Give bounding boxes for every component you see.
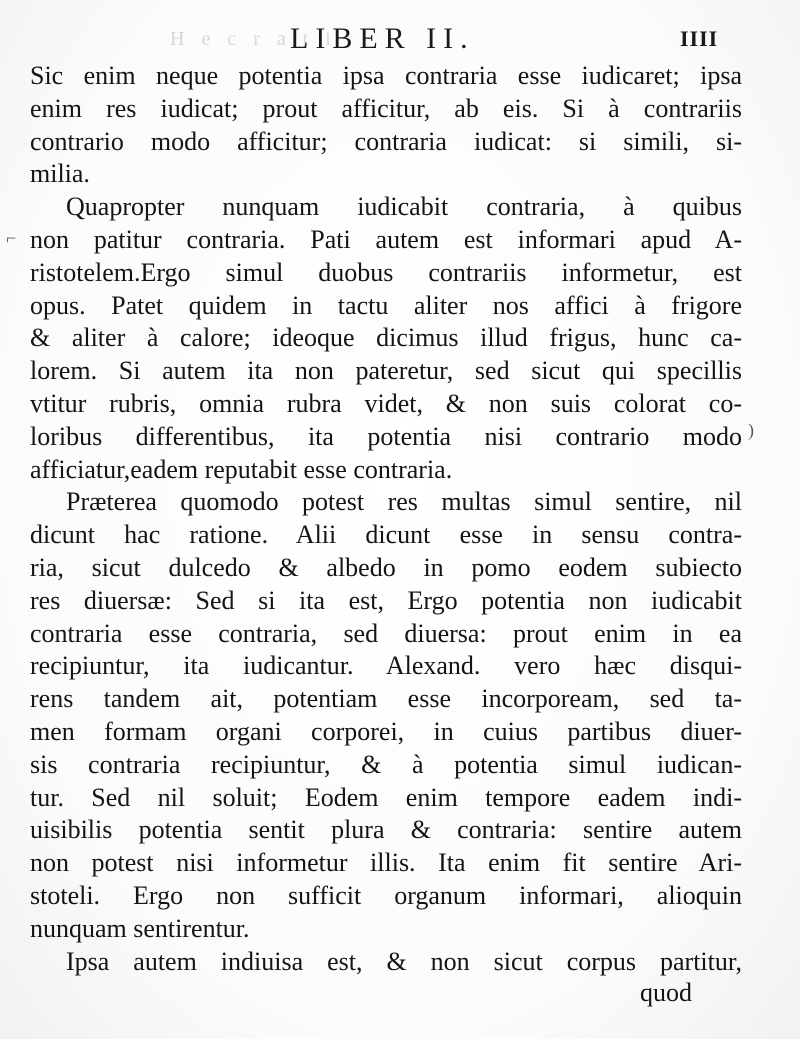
text-line: milia. — [30, 159, 90, 189]
text-line: opus. Patet quidem in tactu aliter nos affici à frigore — [30, 290, 742, 320]
text-line: loribus differentibus, ita potentia nisi contrario modo — [30, 421, 742, 451]
text-line: non potest nisi informetur illis. Ita enim fit sentire Ari- — [30, 848, 742, 878]
text-line: non patitur contraria. Pati autem est informari apud A- — [30, 224, 742, 254]
running-head: LIBER II. — [290, 22, 475, 55]
text-line: ristotelem.Ergo simul duobus contrariis informetur, est — [30, 257, 742, 287]
catchword: quod — [640, 978, 692, 1007]
page-header — [0, 20, 800, 60]
text-line: ria, sicut dulcedo & albedo in pomo eodem subiecto — [30, 552, 742, 582]
text-line: sis contraria recipiuntur, & à potentia simul iudican- — [30, 749, 742, 779]
text-line: recipiuntur, ita iudicantur. Alexand. vero hæc disqui- — [30, 651, 742, 681]
text-line: Sic enim neque potentia ipsa contraria esse iudicaret; ipsa — [30, 61, 742, 90]
text-line: contraria esse contraria, sed diuersa: prout enim in ea — [30, 618, 742, 648]
paragraph-start-line: Ipsa autem indiuisa est, & non sicut corpus partitur, — [66, 946, 742, 976]
text-line: vtitur rubris, omnia rubra videt, & non suis colorat co- — [30, 388, 742, 418]
text-line: dicunt hac ratione. Alii dicunt esse in sensu contra- — [30, 520, 742, 550]
text-line: tur. Sed nil soluit; Eodem enim tempore eadem indi- — [30, 782, 742, 812]
page-number: IIII — [680, 26, 719, 51]
text-line: men formam organi corporei, in cuius partibus diuer- — [30, 716, 742, 746]
text-line: lorem. Si autem ita non pateretur, sed sicut qui specillis — [30, 356, 742, 386]
paragraph-start-line: Præterea quomodo potest res multas simul sentire, nil — [66, 487, 742, 517]
text-line: rens tandem ait, potentiam esse incorpoream, sed ta- — [30, 684, 742, 714]
margin-mark: ⌐ — [6, 228, 17, 248]
text-line: nunquam sentirentur. — [30, 913, 250, 943]
paragraph-start-line: Quapropter nunquam iudicabit contraria, à quibus — [66, 192, 742, 222]
bleed-through-text: H e c r a t i — [170, 28, 337, 50]
body-text — [30, 60, 742, 978]
text-line: enim res iudicat; prout afficitur, ab eis. Si à contrariis — [30, 93, 742, 123]
text-line: res diuersæ: Sed si ita est, Ergo potentia non iudicabit — [30, 585, 742, 615]
text-line: & aliter à calore; ideoque dicimus illud frigus, hunc ca- — [30, 323, 742, 353]
text-line: uisibilis potentia sentit plura & contraria: sentire autem — [30, 815, 742, 845]
margin-mark: ) — [748, 420, 754, 440]
text-line: stoteli. Ergo non sufficit organum informari, alioquin — [30, 880, 742, 910]
text-line: contrario modo afficitur; contraria iudicat: si simili, si- — [30, 126, 742, 156]
text-line: afficiatur,eadem reputabit esse contraria. — [30, 454, 453, 484]
